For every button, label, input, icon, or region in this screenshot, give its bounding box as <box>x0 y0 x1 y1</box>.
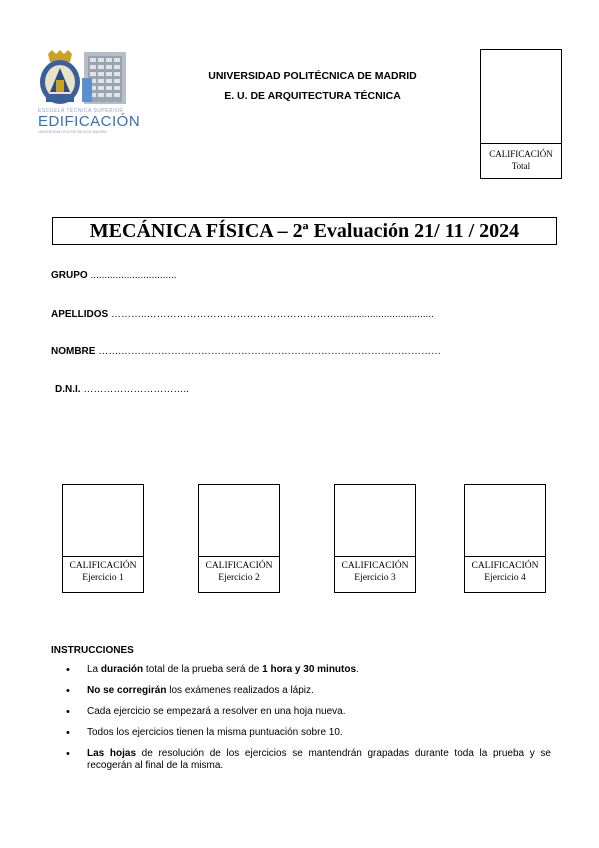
school-name: E. U. DE ARQUITECTURA TÉCNICA <box>224 90 401 102</box>
instructions-list <box>51 664 551 781</box>
logo-top-text: ESCUELA TÉCNICA SUPERIOR <box>38 108 124 114</box>
exercise-grade-box-1 <box>62 484 144 593</box>
instruction-item: • La duración total de la prueba será de 1 hora y 30 minutos. <box>51 664 551 676</box>
total-grade-label <box>481 148 561 172</box>
university-name: UNIVERSIDAD POLITÉCNICA DE MADRID <box>208 70 417 82</box>
grade-label: CALIFICACIÓN <box>489 149 553 159</box>
grade-label: CALIFICACIÓN <box>205 561 273 571</box>
building-icon <box>82 52 126 104</box>
total-grade-box <box>480 49 562 179</box>
exercise-grade-box-3 <box>334 484 416 593</box>
divider <box>63 556 143 557</box>
divider <box>199 556 279 557</box>
grade-sublabel: Ejercicio 2 <box>218 573 260 583</box>
divider <box>481 143 561 144</box>
exercise-grade-box-2 <box>198 484 280 593</box>
instruction-item: • Todos los ejercicios tienen la misma puntuación sobre 10. <box>51 727 551 739</box>
logo-bottom-text: UNIVERSIDAD POLITÉCNICA DE MADRID <box>38 130 107 134</box>
grade-label: CALIFICACIÓN <box>69 561 137 571</box>
field-apellidos[interactable] <box>51 309 434 320</box>
exercise-grade-label <box>465 560 545 584</box>
field-dots: ………..…………………………………………………................................... <box>111 309 434 320</box>
grade-sublabel: Total <box>511 161 531 171</box>
field-label: GRUPO <box>51 270 88 281</box>
grade-label: CALIFICACIÓN <box>341 561 409 571</box>
field-dots: ............................... <box>90 270 177 281</box>
instruction-item: • Cada ejercicio se empezará a resolver en una hoja nueva. <box>51 706 551 718</box>
instruction-item: • No se corregirán los exámenes realizados a lápiz. <box>51 685 551 697</box>
field-grupo[interactable] <box>51 270 177 281</box>
grade-sublabel: Ejercicio 1 <box>82 573 124 583</box>
exam-title: MECÁNICA FÍSICA – 2ª Evaluación 21/ 11 / 2024 <box>52 217 557 245</box>
exercise-grade-label <box>199 560 279 584</box>
field-label: NOMBRE <box>51 346 96 357</box>
logo-caption <box>38 108 141 134</box>
divider <box>335 556 415 557</box>
field-label: APELLIDOS <box>51 309 109 320</box>
exercise-grade-label <box>335 560 415 584</box>
field-dni[interactable] <box>55 384 189 395</box>
logo-main-text: EDIFICACIÓN <box>38 113 141 130</box>
crest-icon <box>40 50 80 104</box>
grade-label: CALIFICACIÓN <box>471 561 539 571</box>
exercise-grade-label <box>63 560 143 584</box>
instructions-title: INSTRUCCIONES <box>51 645 134 656</box>
field-dots: …….…………………………………………………………………………………… <box>98 346 442 357</box>
grade-sublabel: Ejercicio 3 <box>354 573 396 583</box>
field-nombre[interactable] <box>51 346 441 357</box>
instruction-item: • Las hojas de resolución de los ejercicios se mantendrán grapadas durante toda la prueba y se recogerán al final de la misma. <box>51 748 551 772</box>
grade-sublabel: Ejercicio 4 <box>484 573 526 583</box>
field-label: D.N.I. <box>55 384 81 395</box>
exercise-grade-box-4 <box>464 484 546 593</box>
divider <box>465 556 545 557</box>
field-dots: ………………………….. <box>83 384 189 395</box>
